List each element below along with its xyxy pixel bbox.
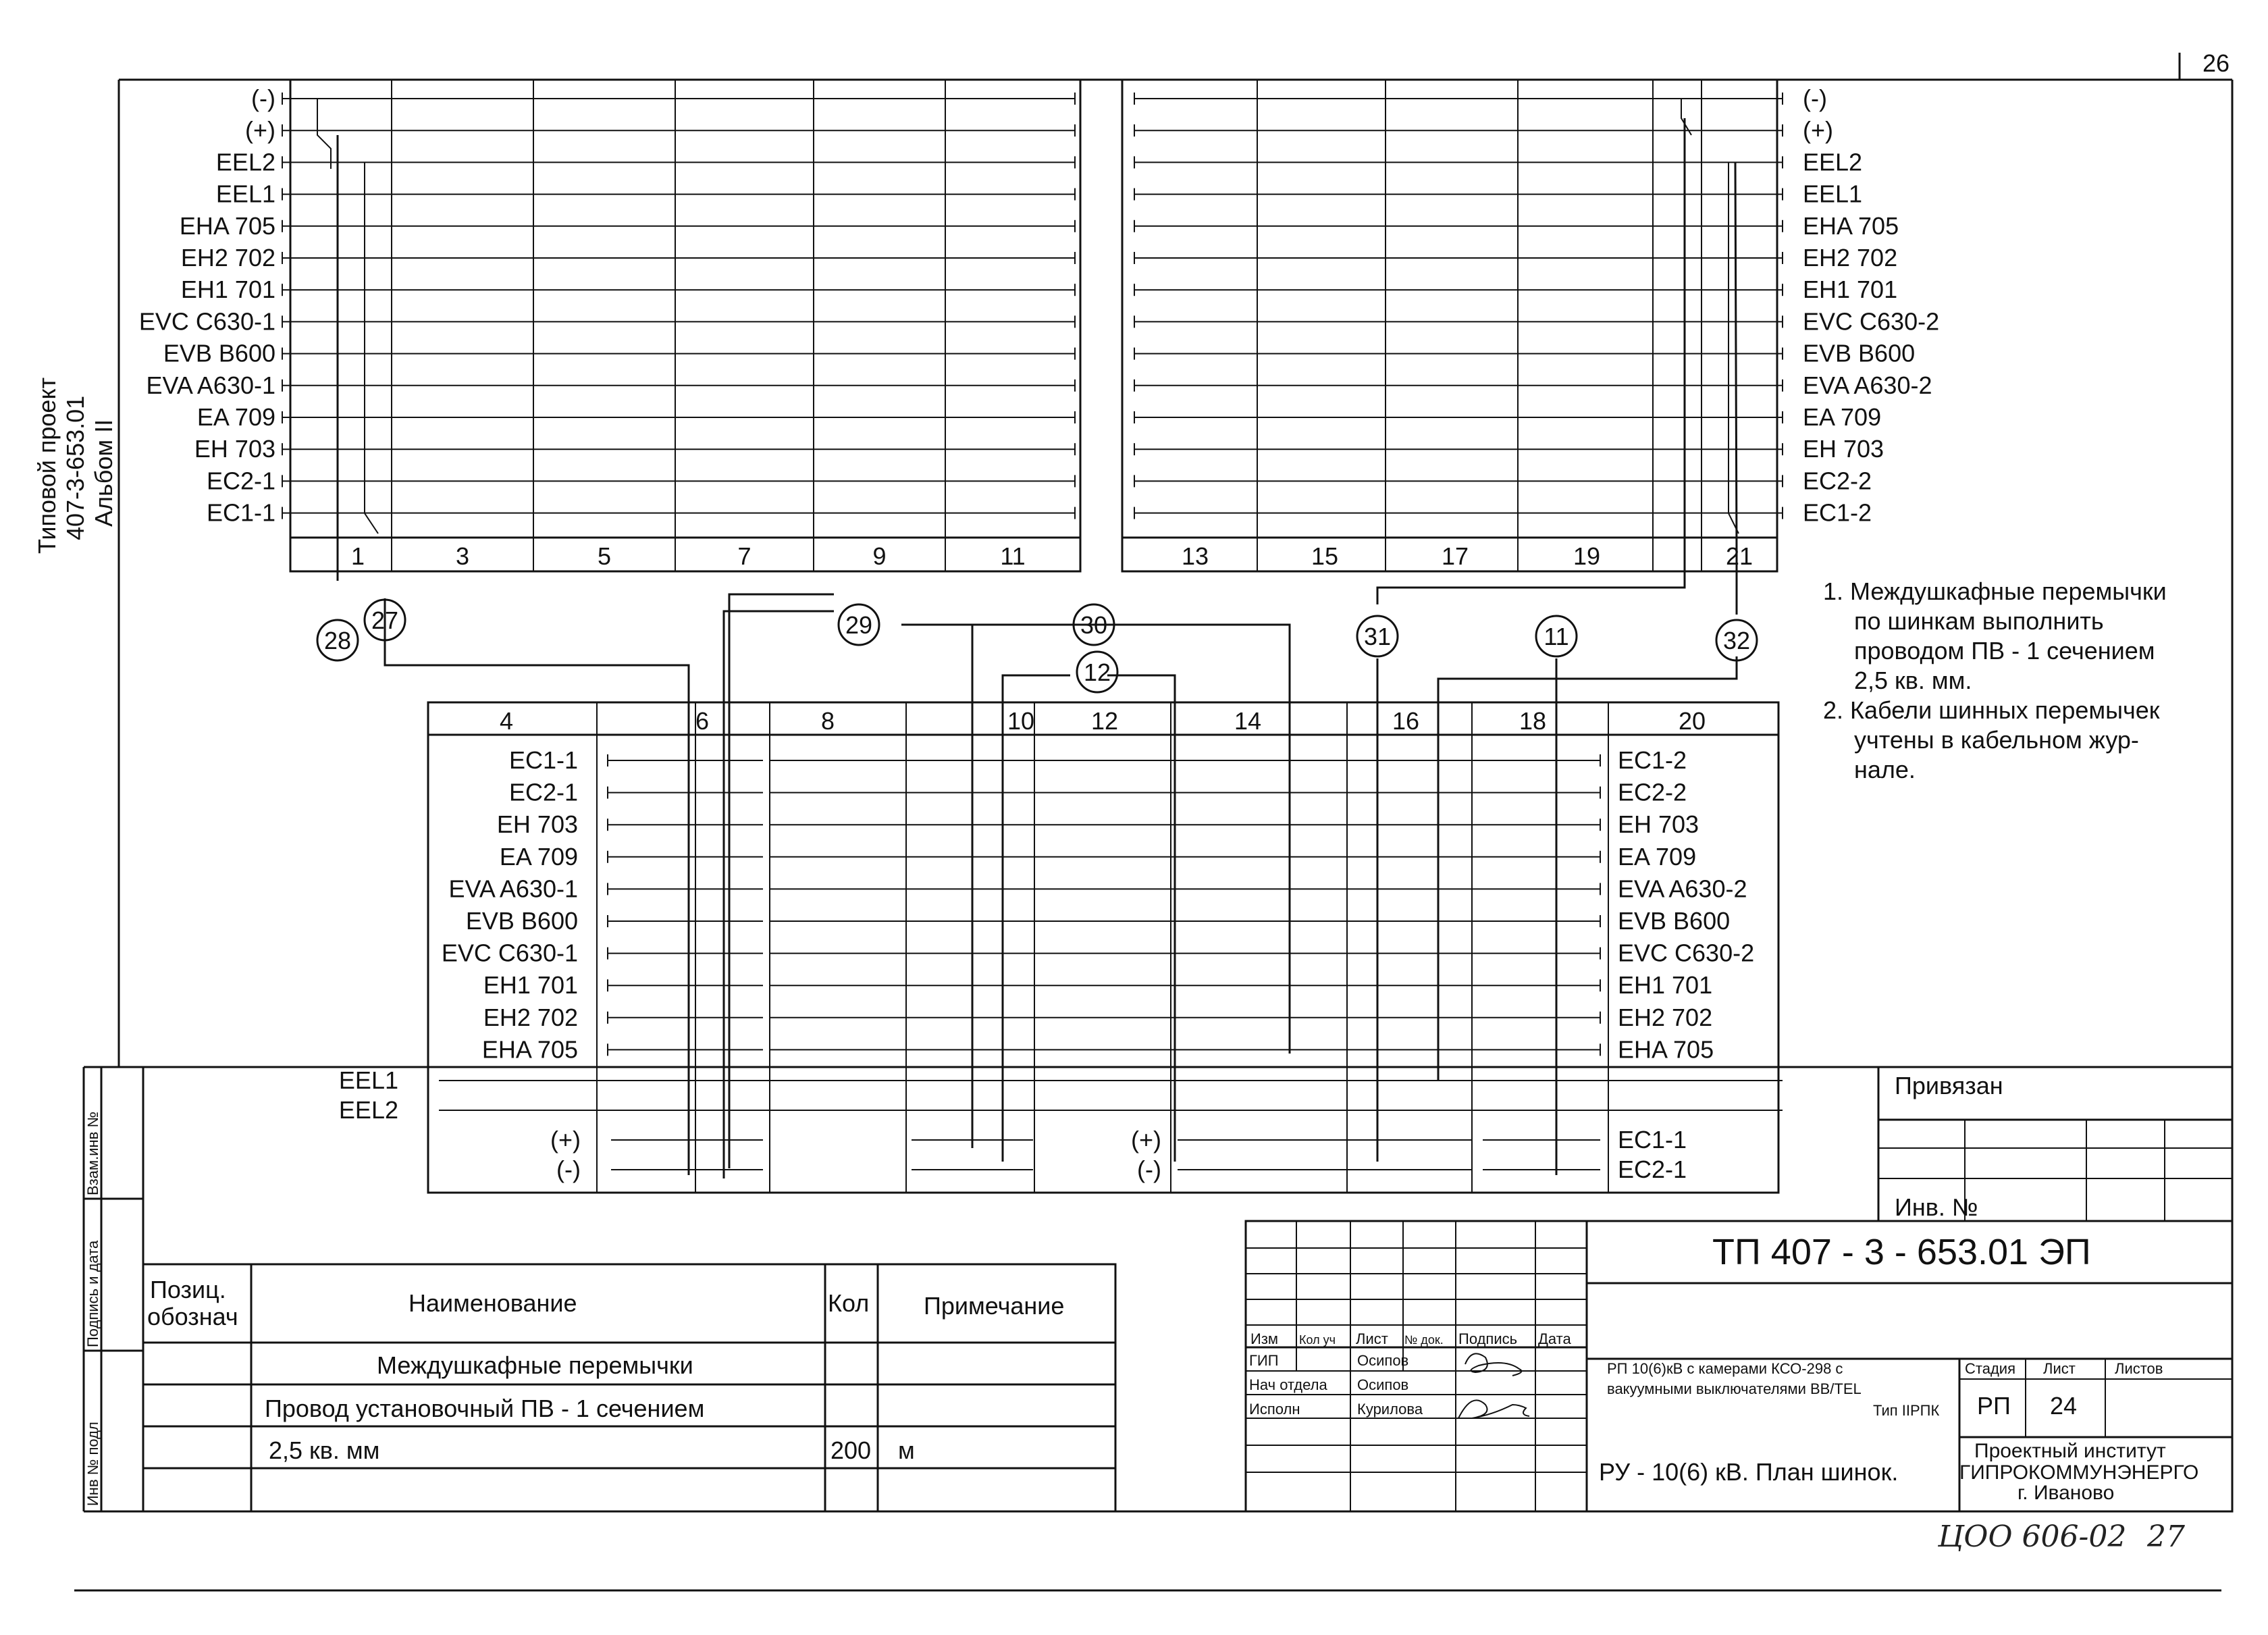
bl-label-2: EH 703 bbox=[496, 810, 578, 839]
note-line-6: нале. bbox=[1854, 756, 1916, 783]
desc-line2: вакуумными выключателями BB/TEL bbox=[1607, 1380, 1862, 1397]
tl-cell-1: 1 bbox=[350, 542, 365, 570]
tr-cell-17: 17 bbox=[1441, 542, 1469, 570]
tl-drop-a bbox=[317, 99, 331, 169]
tl-label-0: (-) bbox=[251, 84, 275, 112]
tr-label-9: EVA A630-2 bbox=[1803, 371, 1932, 399]
br-label-1: EC2-2 bbox=[1618, 778, 1687, 806]
bl-label-8: EH2 702 bbox=[483, 1003, 578, 1031]
strip-podpis: Подпись и дата bbox=[84, 1240, 101, 1347]
tr-label-7: EVC C630-2 bbox=[1803, 307, 1940, 336]
spec-section: Междушкафные перемычки bbox=[377, 1351, 693, 1379]
stage-header: Стадия bbox=[1965, 1360, 2015, 1377]
bot-cell-18: 18 bbox=[1519, 707, 1547, 735]
inv-label: Инв. № bbox=[1895, 1193, 1978, 1221]
name-gip: Осипов bbox=[1357, 1352, 1409, 1369]
role-ispoln: Исполн bbox=[1249, 1401, 1300, 1418]
spec-name-header: Наименование bbox=[408, 1289, 577, 1317]
spec-row2: 2,5 кв. мм bbox=[269, 1436, 380, 1464]
hdr-izm: Изм bbox=[1250, 1330, 1279, 1347]
note-line-5: учтены в кабельном жур- bbox=[1854, 726, 2139, 754]
br-pm-1: EC2-1 bbox=[1618, 1156, 1687, 1183]
tl-label-11: EH 703 bbox=[194, 435, 275, 463]
bm-pm-1: (-) bbox=[1137, 1156, 1161, 1183]
br-pm-0: EC1-1 bbox=[1618, 1126, 1687, 1153]
br-label-7: EH1 701 bbox=[1618, 971, 1713, 1000]
tr-drop-a bbox=[1681, 99, 1691, 135]
strip-vzam: Взам.инв № bbox=[84, 1111, 101, 1195]
hdr-data: Дата bbox=[1538, 1330, 1571, 1347]
circle-label-29: 29 bbox=[845, 611, 873, 639]
tr-label-12: EC2-2 bbox=[1803, 467, 1872, 495]
tl-label-13: EC1-1 bbox=[206, 498, 275, 527]
circle-label-28: 28 bbox=[323, 627, 352, 654]
tl-cell-9: 9 bbox=[872, 542, 887, 570]
doc-code: ТП 407 - 3 - 653.01 ЭП bbox=[1712, 1232, 2091, 1272]
spec-unit: м bbox=[898, 1436, 915, 1464]
page-number: 26 bbox=[2203, 49, 2230, 77]
br-label-0: EC1-2 bbox=[1618, 746, 1687, 774]
bl-label-3: EA 709 bbox=[499, 842, 578, 871]
tl-label-2: EEL2 bbox=[215, 148, 275, 176]
bot-cell-10: 10 bbox=[1007, 707, 1035, 735]
desc-line1: РП 10(6)кВ с камерами КСО-298 с bbox=[1607, 1360, 1843, 1377]
tr-label-6: EH1 701 bbox=[1803, 276, 1898, 304]
br-label-2: EH 703 bbox=[1618, 810, 1699, 839]
handwritten-code: ЦОО 606-02 bbox=[1938, 1520, 2127, 1554]
bot-cell-8: 8 bbox=[820, 707, 835, 735]
tl-label-7: EVC C630-1 bbox=[138, 307, 275, 336]
tl-cell-11: 11 bbox=[1000, 542, 1026, 570]
note-line-1: по шинкам выполнить bbox=[1854, 607, 2104, 635]
handwritten-page: 27 bbox=[2147, 1520, 2185, 1554]
br-label-3: EA 709 bbox=[1618, 842, 1697, 871]
name-ispoln: Курилова bbox=[1357, 1401, 1423, 1418]
tl-label-10: EA 709 bbox=[196, 403, 275, 431]
tl-cell-3: 3 bbox=[455, 542, 470, 570]
tr-label-3: EEL1 bbox=[1803, 180, 1863, 208]
tr-cell-21: 21 bbox=[1725, 542, 1753, 570]
circle-label-12: 12 bbox=[1083, 658, 1111, 686]
tl-label-5: EH2 702 bbox=[180, 244, 275, 271]
signatures bbox=[1458, 1353, 1529, 1418]
bot-cell-4: 4 bbox=[499, 707, 514, 735]
br-label-6: EVC C630-2 bbox=[1618, 939, 1755, 967]
side-title-line1: Типовой проект bbox=[33, 377, 61, 554]
bl-label-6: EVC C630-1 bbox=[441, 939, 578, 967]
bot-cell-6: 6 bbox=[695, 707, 710, 735]
eel-label-0: EEL1 bbox=[338, 1066, 398, 1094]
spec-qty: 200 bbox=[830, 1436, 872, 1464]
tl-label-9: EVA A630-1 bbox=[146, 371, 275, 399]
note-line-0: 1. Междушкафные перемычки bbox=[1823, 577, 2167, 605]
bot-cell-14: 14 bbox=[1234, 707, 1262, 735]
bl-label-5: EVB B600 bbox=[465, 907, 578, 935]
tr-label-2: EEL2 bbox=[1803, 148, 1863, 176]
tr-cell-19: 19 bbox=[1573, 542, 1601, 570]
tl-drop-b bbox=[365, 162, 378, 534]
tl-cell-7: 7 bbox=[737, 542, 751, 570]
bl-pm-0: (+) bbox=[550, 1126, 581, 1153]
side-title-line2: 407-3-653.01 bbox=[61, 395, 89, 540]
tr-cell-15: 15 bbox=[1311, 542, 1339, 570]
hdr-kol: Кол уч bbox=[1299, 1333, 1336, 1347]
bm-pm-0: (+) bbox=[1131, 1126, 1161, 1153]
org-line1: Проектный институт bbox=[1974, 1440, 2166, 1462]
hdr-podpis: Подпись bbox=[1458, 1330, 1518, 1347]
org-line2: ГИПРОКОММУНЭНЕРГО bbox=[1959, 1461, 2199, 1484]
listov-header: Листов bbox=[2115, 1360, 2163, 1377]
bot-cell-16: 16 bbox=[1392, 707, 1420, 735]
stage-value: РП bbox=[1977, 1392, 2011, 1420]
note-line-3: 2,5 кв. мм. bbox=[1854, 667, 1972, 694]
top-right-panel bbox=[1122, 80, 1783, 571]
circle-label-31: 31 bbox=[1363, 623, 1392, 650]
br-label-9: EHA 705 bbox=[1618, 1035, 1714, 1064]
tr-label-0: (-) bbox=[1803, 84, 1827, 112]
notes bbox=[1823, 577, 2167, 783]
note-line-2: проводом ПВ - 1 сечением bbox=[1854, 637, 2155, 665]
name-nach: Осипов bbox=[1357, 1376, 1409, 1393]
bot-cell-12: 12 bbox=[1090, 707, 1119, 735]
tr-cell-13: 13 bbox=[1181, 542, 1209, 570]
br-label-4: EVA A630-2 bbox=[1618, 875, 1747, 903]
sheet-title: РУ - 10(6) кВ. План шинок. bbox=[1599, 1458, 1899, 1486]
br-label-8: EH2 702 bbox=[1618, 1003, 1713, 1031]
tr-label-11: EH 703 bbox=[1803, 435, 1884, 463]
bl-label-9: EHA 705 bbox=[481, 1035, 578, 1064]
bl-pm-1: (-) bbox=[556, 1156, 581, 1183]
tl-cell-5: 5 bbox=[597, 542, 612, 570]
tl-label-4: EHA 705 bbox=[179, 211, 275, 240]
tr-label-4: EHA 705 bbox=[1803, 211, 1899, 240]
br-label-5: EVB B600 bbox=[1618, 907, 1731, 935]
bl-label-1: EC2-1 bbox=[508, 778, 578, 806]
labels bbox=[139, 84, 1939, 1183]
spec-note-header: Примечание bbox=[924, 1292, 1065, 1320]
circle-label-27: 27 bbox=[371, 606, 399, 634]
circle-label-32: 32 bbox=[1722, 627, 1751, 654]
tr-label-13: EC1-2 bbox=[1803, 498, 1872, 527]
tl-label-6: EH1 701 bbox=[180, 276, 275, 304]
tr-label-5: EH2 702 bbox=[1803, 244, 1898, 271]
tr-label-1: (+) bbox=[1803, 116, 1833, 145]
bl-label-7: EH1 701 bbox=[483, 971, 578, 1000]
spec-row1: Провод установочный ПВ - 1 сечением bbox=[265, 1395, 705, 1422]
role-gip: ГИП bbox=[1249, 1352, 1279, 1369]
strip-inv: Инв № подл bbox=[84, 1422, 101, 1506]
tl-label-3: EEL1 bbox=[215, 180, 275, 208]
tr-label-10: EA 709 bbox=[1803, 403, 1882, 431]
circle-label-11: 11 bbox=[1544, 623, 1569, 650]
side-title bbox=[33, 378, 117, 554]
side-title-line3: Альбом II bbox=[90, 419, 117, 527]
tl-label-8: EVB B600 bbox=[163, 339, 275, 367]
privyazan-label: Привязан bbox=[1895, 1072, 2003, 1099]
spec-qty-header: Кол bbox=[828, 1289, 870, 1317]
spec-pos2: обознач bbox=[147, 1303, 238, 1330]
bl-label-4: EVA A630-1 bbox=[448, 875, 578, 903]
eel-label-1: EEL2 bbox=[338, 1096, 398, 1124]
circle-label-30: 30 bbox=[1080, 611, 1108, 639]
desc-line3: Тип IIРПК bbox=[1873, 1402, 1940, 1419]
bot-cell-20: 20 bbox=[1678, 707, 1706, 735]
sheet-value: 24 bbox=[2050, 1392, 2078, 1420]
role-nach: Нач отдела bbox=[1249, 1376, 1327, 1393]
hdr-list: Лист bbox=[1356, 1330, 1388, 1347]
tr-label-8: EVB B600 bbox=[1803, 339, 1916, 367]
bottom-panel bbox=[428, 702, 1783, 1193]
spec-pos1: Позиц. bbox=[150, 1276, 226, 1303]
top-left-panel bbox=[282, 80, 1080, 581]
bl-label-0: EC1-1 bbox=[508, 746, 578, 774]
list-header: Лист bbox=[2043, 1360, 2076, 1377]
tl-label-1: (+) bbox=[245, 116, 275, 145]
tl-label-12: EC2-1 bbox=[206, 467, 275, 495]
org-line3: г. Иваново bbox=[2018, 1482, 2115, 1504]
note-line-4: 2. Кабели шинных перемычек bbox=[1823, 696, 2160, 724]
hdr-ndok: № док. bbox=[1404, 1333, 1444, 1347]
